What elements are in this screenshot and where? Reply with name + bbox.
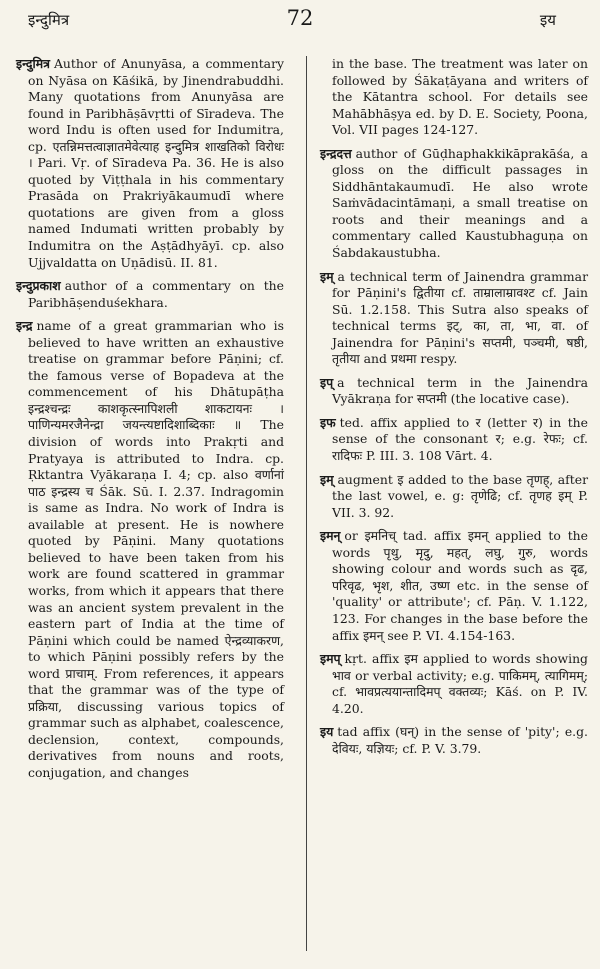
page-number: 72 xyxy=(286,6,314,30)
header-left-guideword: इन्दुमित्र xyxy=(28,11,70,29)
entry-text: name of a great grammarian who is believed to have written an exhaustive treatise on grammar before Pāṇini; cf. the famous verse of Bopadeva at the commencement of his Dhātupāṭha इन्द्रश्चन्द्रः काशकृत्स्नापिशली शाकटायनः । पाणिन्यमरजैनेन्द्रा जयन्त्यष्टादिशाब्दिकाः ॥ The division of words into Prakṛti and Pratyaya is attributed to Indra. cp. Ṛktantra Vyākaraṇa I. 4; cp. also वर्णानां पाठ इन्द्रस्य च Śāk. Sū. I. 2.37. Indragomin is same as Indra. No work of Indra is available at present. He is nowhere quoted by Pāṇini. Many quotations believed to have been taken from his work are found scattered in grammar works, from which it appears that there was an ancient system prevalent in the eastern part of India at the time of Pāṇini which could be named ऐन्द्रव्याकरण, to which Pāṇini possibly refers by the word प्राचाम्. From references, it appears that the grammar was of the type of प्रक्रिया, discussing various topics of grammar such as alphabet, coalescence, declension, context, compounds, derivatives from nouns and roots, conjugation, and changes xyxy=(28,318,284,780)
entry-text: a technical term in the Jainendra Vyākraṇa for सप्तमी (the locative case). xyxy=(332,374,588,407)
entry-headword: इप् xyxy=(320,374,334,390)
dictionary-entry xyxy=(16,278,284,311)
entry-headword: इमप् xyxy=(320,651,341,667)
dictionary-entry xyxy=(320,269,588,368)
dictionary-entry xyxy=(320,724,588,757)
text-columns xyxy=(14,56,586,961)
entry-text: Author of Anunyāsa, a commentary on Nyāsa on Kāśikā, by Jinendrabuddhi. Many quotations from Anunyāsa are found in Paribhāṣāvṛtti of Sīradeva. The word Indu is often used for Indumitra, cp. एतन्निमत्तत्वाज्ञातमेवेत्याह इन्दुमित्र शाखतिको विरोधः । Pari. Vṛ. of Sīradeva Pa. 36. He is also quoted by Viṭṭhala in his commentary Prasāda on Prakriyākaumudī where quotations are given from a gloss named Indumati written probably by Indumitra on the Aṣṭādhyāyī. cp. also Ujjvaldatta on Uṇādisū. II. 81. xyxy=(28,56,284,270)
entry-headword: इन्दुमित्र xyxy=(16,56,50,71)
entry-headword: इफ xyxy=(320,414,336,430)
entry-text: ted. affix applied to र (letter र) in the sense of the consonant र; e.g. रेफः; cf. रादिफः P. III. 3. 108 Vārt. 4. xyxy=(332,414,588,464)
right-column xyxy=(320,56,588,764)
dictionary-entry xyxy=(320,56,588,139)
column-divider xyxy=(306,56,307,951)
dictionary-entry xyxy=(320,472,588,522)
dictionary-entry xyxy=(320,651,588,717)
entry-headword: इम् xyxy=(320,268,334,284)
entry-text: a technical term of Jainendra grammar for Pāṇini's द्वितीया cf. ताम्रालाम्रावश्ट cf. Jain Sū. 1.2.158. This Sutra also speaks of technical terms इट्, का, ता, भा, वा. of Jainendra for Pāṇini's सप्तमी, पञ्चमी, षष्ठी, तृतीया and प्रथमा respy. xyxy=(332,268,588,367)
dictionary-entry xyxy=(16,56,284,271)
entry-text: or इमनिच् tad. affix इमन् applied to the words पृथु, मृदु, महत्, लघु, गुरु, words showing colour and words such as दृढ, परिवृढ, भृश, शीत, उष्ण etc. in the sense of 'quality' or attribute'; cf. Pāṇ. V. 1.122, 123. For changes in the base before the affix इमन् see P. VI. 4.154-163. xyxy=(332,528,588,643)
dictionary-entry xyxy=(16,318,284,781)
dictionary-entry xyxy=(320,415,588,465)
dictionary-entry xyxy=(320,375,588,408)
entry-headword: इन्द्रदत्त xyxy=(320,145,352,161)
entry-headword: इन्दुप्रकाश xyxy=(16,278,61,294)
entry-headword: इन्द्र xyxy=(16,318,33,334)
dictionary-entry xyxy=(320,528,588,644)
entry-headword: इय xyxy=(320,724,334,740)
entry-text: tad affix (घन्) in the sense of 'pity'; e.g. देवियः, यज्ञियः; cf. P. V. 3.79. xyxy=(332,724,588,756)
header-right-guideword: इय xyxy=(539,11,556,29)
entry-text: in the base. The treatment was later on followed by Śākaṭāyana and writers of the Kātantra school. For details see Mahābhāṣya ed. by D. E. Society, Poona, Vol. VII pages 124-127. xyxy=(332,56,588,138)
entry-text: augment इ added to the base तृणह्, after the last vowel, e. g: तृणेढि; cf. तृणह इम् P. VII. 3. 92. xyxy=(332,471,588,520)
entry-text: author of a commentary on the Paribhāṣenduśekhara. xyxy=(28,278,284,310)
entry-text: author of Gūḍhaphakkikāprakāśa, a gloss on the difficult passages in Siddhāntakaumudī. He also wrote Saṁvādacintāmaṇi, a small treatise on roots and their meanings and a commentary called Kaustubhaguṇa on Śabdakaustubha. xyxy=(332,145,588,261)
entry-headword: इम् xyxy=(320,471,334,487)
left-column xyxy=(16,56,284,789)
entry-headword: इमन् xyxy=(320,528,341,544)
page-header xyxy=(14,0,586,56)
dictionary-entry xyxy=(320,146,588,262)
entry-text: kṛt. affix इम applied to words showing भाव or verbal activity; e.g. पाकिमम्, त्यागिमम्; cf. भावप्रत्ययान्तादिमप् वक्तव्यः; Kāś. on P. IV. 4.20. xyxy=(332,651,588,716)
